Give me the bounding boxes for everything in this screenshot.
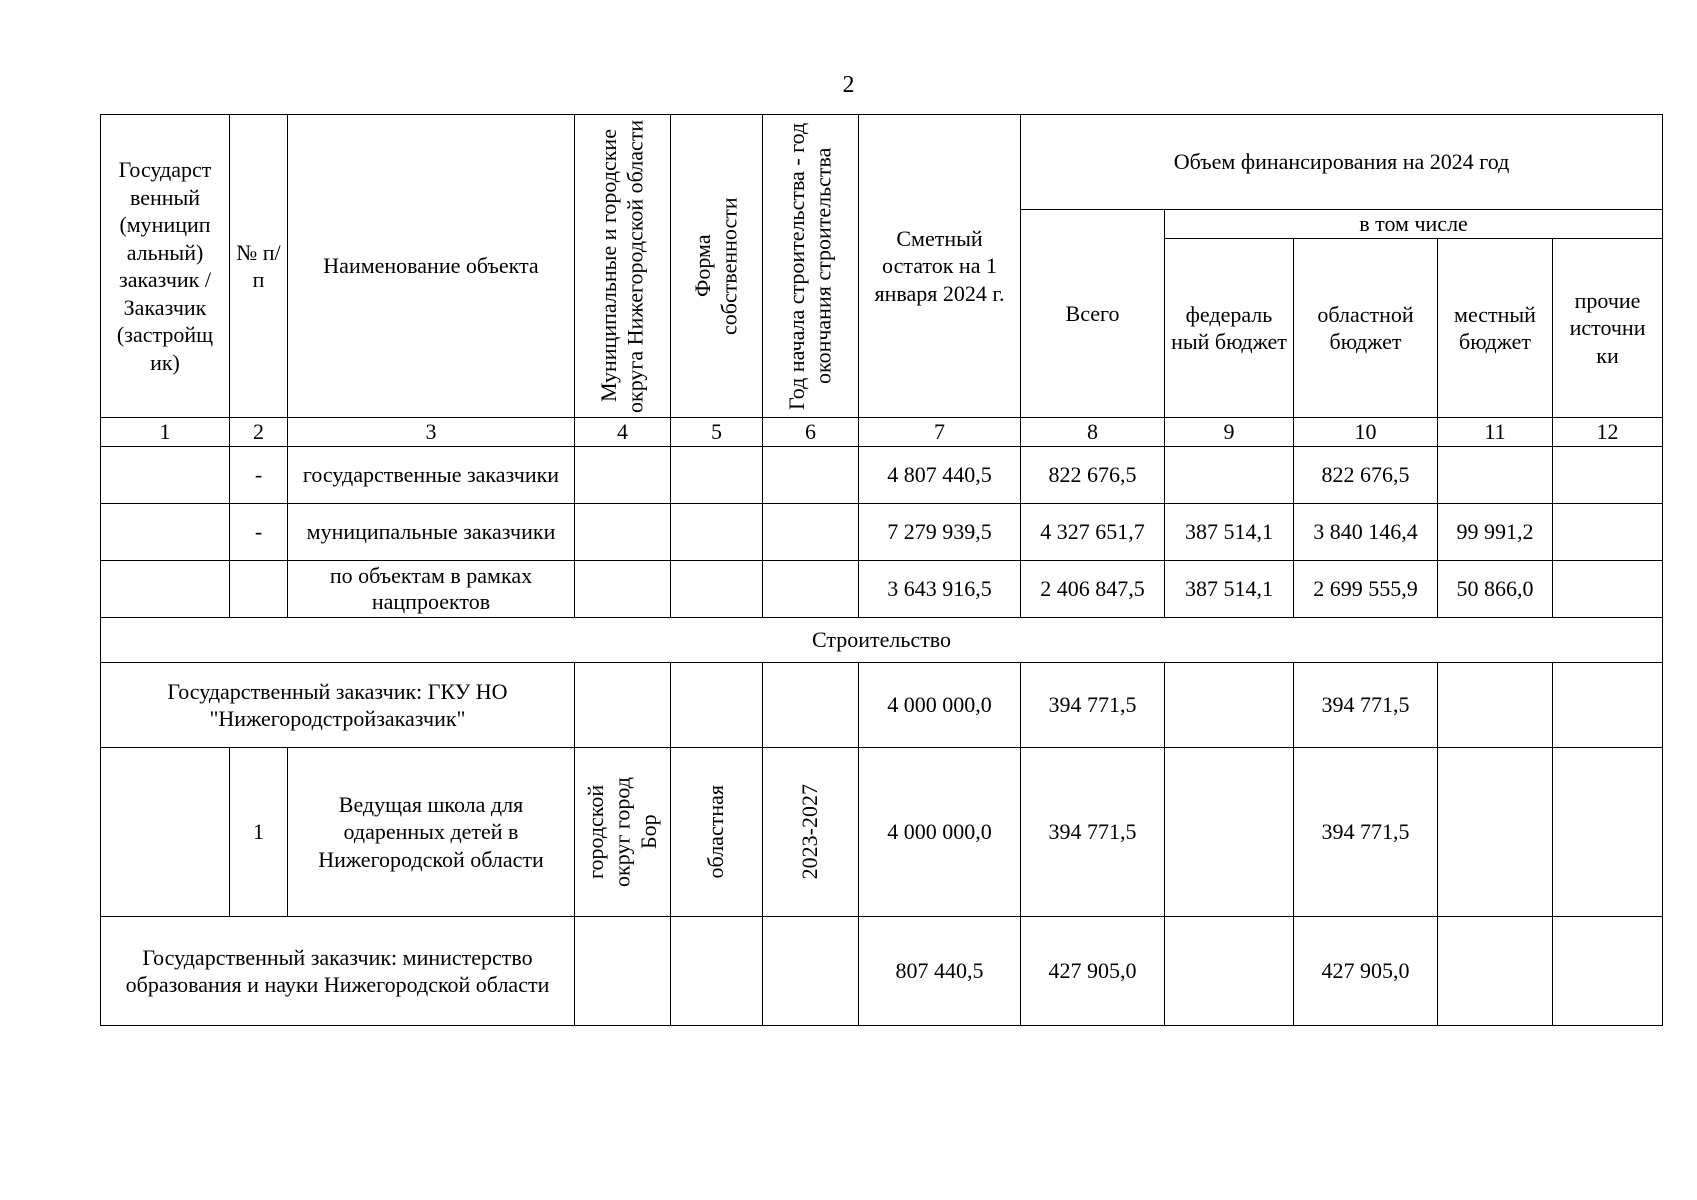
- cell-object-name: муниципальные заказчики: [288, 504, 575, 561]
- cell-years: [763, 504, 859, 561]
- section-row: [101, 618, 1663, 663]
- cell-object-name: по объектам в рамках нацпроектов: [288, 561, 575, 618]
- cell-local: [1438, 663, 1553, 748]
- cell-remainder: 7 279 939,5: [859, 504, 1021, 561]
- cell-total: 4 327 651,7: [1021, 504, 1165, 561]
- cell-remainder: 4 807 440,5: [859, 447, 1021, 504]
- cell-num: 1: [230, 748, 288, 917]
- cell-federal: [1165, 748, 1294, 917]
- cell-years: [763, 917, 859, 1026]
- cell-years: [763, 447, 859, 504]
- cell-other: [1553, 917, 1663, 1026]
- object-row: [101, 748, 1663, 917]
- cell-num: -: [230, 447, 288, 504]
- cell-total: 394 771,5: [1021, 663, 1165, 748]
- cell-municipal: [575, 748, 671, 917]
- cell-other: [1553, 447, 1663, 504]
- cell-municipal: [575, 663, 671, 748]
- column-number: 11: [1438, 418, 1553, 447]
- cell-num: -: [230, 504, 288, 561]
- cell-remainder: 807 440,5: [859, 917, 1021, 1026]
- table-row: [101, 504, 1663, 561]
- object-ownership-label: областная: [703, 785, 729, 879]
- cell-municipal: [575, 561, 671, 618]
- cell-municipal: [575, 504, 671, 561]
- object-municipal-label: городской округ город Бор: [582, 777, 661, 887]
- header-ownership: [671, 115, 763, 418]
- object-years-label: 2023-2027: [797, 784, 823, 880]
- header-customer: Государст венный (муницип альный) заказчик / Заказчик (застройщ ик): [101, 115, 230, 418]
- cell-total: 394 771,5: [1021, 748, 1165, 917]
- column-number: 2: [230, 418, 288, 447]
- cell-remainder: 3 643 916,5: [859, 561, 1021, 618]
- cell-ownership: [671, 663, 763, 748]
- header-including: в том числе: [1165, 210, 1663, 239]
- table-row: [101, 447, 1663, 504]
- cell-regional: 3 840 146,4: [1294, 504, 1438, 561]
- header-row: [101, 115, 1663, 210]
- column-number: 3: [288, 418, 575, 447]
- header-years: [763, 115, 859, 418]
- cell-regional: 394 771,5: [1294, 663, 1438, 748]
- cell-regional: 822 676,5: [1294, 447, 1438, 504]
- header-years-label: Год начала строительства - год окончания строительства: [784, 122, 836, 410]
- column-number: 4: [575, 418, 671, 447]
- cell-total: 427 905,0: [1021, 917, 1165, 1026]
- header-municipal: [575, 115, 671, 418]
- cell-ownership: [671, 917, 763, 1026]
- cell-municipal: [575, 917, 671, 1026]
- table-row: [101, 561, 1663, 618]
- column-number: 1: [101, 418, 230, 447]
- column-number-row: [101, 418, 1663, 447]
- section-title: Строительство: [101, 618, 1663, 663]
- cell-federal: [1165, 917, 1294, 1026]
- cell-regional: 427 905,0: [1294, 917, 1438, 1026]
- customer-label: Государственный заказчик: министерство образования и науки Нижегородской области: [101, 917, 575, 1026]
- page-number: 2: [842, 72, 855, 98]
- cell-other: [1553, 663, 1663, 748]
- cell-remainder: 4 000 000,0: [859, 748, 1021, 917]
- cell-other: [1553, 504, 1663, 561]
- cell-customer: [101, 748, 230, 917]
- column-number: 8: [1021, 418, 1165, 447]
- cell-federal: 387 514,1: [1165, 504, 1294, 561]
- column-number: 9: [1165, 418, 1294, 447]
- header-local: местный бюджет: [1438, 239, 1553, 418]
- cell-total: 822 676,5: [1021, 447, 1165, 504]
- cell-local: [1438, 447, 1553, 504]
- header-object-name: Наименование объекта: [288, 115, 575, 418]
- cell-federal: [1165, 663, 1294, 748]
- customer-label: Государственный заказчик: ГКУ НО "Нижегородстройзаказчик": [101, 663, 575, 748]
- cell-other: [1553, 748, 1663, 917]
- header-federal: федераль ный бюджет: [1165, 239, 1294, 418]
- cell-ownership: [671, 447, 763, 504]
- cell-local: [1438, 748, 1553, 917]
- header-municipal-label: Муниципальные и городские округа Нижегородской области: [596, 119, 648, 413]
- cell-ownership: [671, 504, 763, 561]
- cell-local: 50 866,0: [1438, 561, 1553, 618]
- column-number: 6: [763, 418, 859, 447]
- column-number: 7: [859, 418, 1021, 447]
- cell-local: 99 991,2: [1438, 504, 1553, 561]
- cell-years: [763, 748, 859, 917]
- cell-remainder: 4 000 000,0: [859, 663, 1021, 748]
- cell-object-name: Ведущая школа для одаренных детей в Нижегородской области: [288, 748, 575, 917]
- cell-ownership: [671, 748, 763, 917]
- header-other: прочие источни ки: [1553, 239, 1663, 418]
- cell-customer: [101, 504, 230, 561]
- cell-customer: [101, 447, 230, 504]
- column-number: 5: [671, 418, 763, 447]
- header-remainder: Сметный остаток на 1 января 2024 г.: [859, 115, 1021, 418]
- cell-ownership: [671, 561, 763, 618]
- cell-years: [763, 561, 859, 618]
- cell-num: [230, 561, 288, 618]
- cell-municipal: [575, 447, 671, 504]
- cell-total: 2 406 847,5: [1021, 561, 1165, 618]
- header-funding: Объем финансирования на 2024 год: [1021, 115, 1663, 210]
- cell-customer: [101, 561, 230, 618]
- cell-federal: 387 514,1: [1165, 561, 1294, 618]
- cell-local: [1438, 917, 1553, 1026]
- header-ownership-label: Форма собственности: [690, 197, 742, 335]
- header-num: № п/п: [230, 115, 288, 418]
- investment-table: [100, 114, 1663, 1026]
- cell-regional: 394 771,5: [1294, 748, 1438, 917]
- cell-regional: 2 699 555,9: [1294, 561, 1438, 618]
- column-number: 12: [1553, 418, 1663, 447]
- cell-other: [1553, 561, 1663, 618]
- customer-row: [101, 917, 1663, 1026]
- cell-object-name: государственные заказчики: [288, 447, 575, 504]
- header-regional: областной бюджет: [1294, 239, 1438, 418]
- customer-row: [101, 663, 1663, 748]
- header-total: Всего: [1021, 210, 1165, 418]
- cell-federal: [1165, 447, 1294, 504]
- cell-years: [763, 663, 859, 748]
- column-number: 10: [1294, 418, 1438, 447]
